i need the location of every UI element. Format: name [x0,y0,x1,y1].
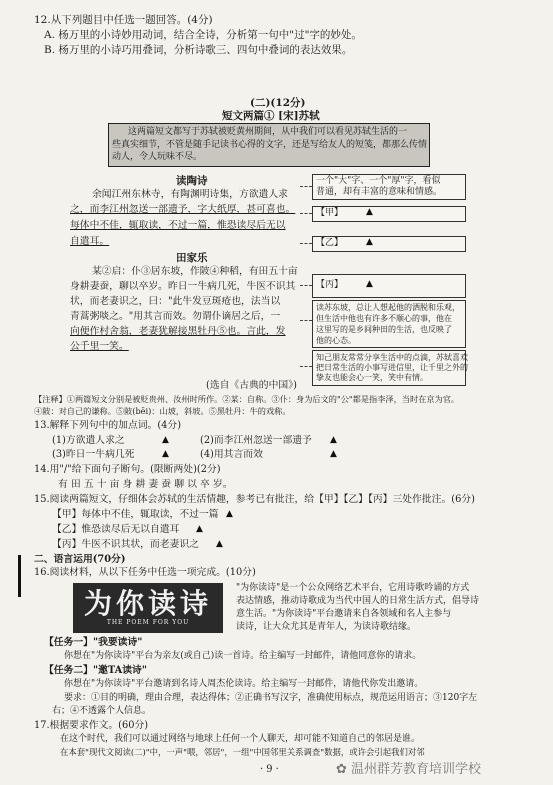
q15-title: 15.阅读两篇短文，仔细体会苏轼的生活情趣，参考已有批注，给【甲】【乙】【丙】三处作批注。(6分) [34,494,475,505]
connector-line [300,243,312,244]
annotation-text: 挚友也能会心一笑，笑中有情。 [316,373,428,382]
q16-material-line: 读诗，让大众尤其是青年人，为读诗歌结缘。 [236,622,417,632]
margin-bar [18,555,21,597]
connector-line [300,213,312,214]
intro-line: 动人，令人玩味不尽。 [112,152,203,162]
intro-line: 这两篇短文都写于苏轼被贬黄州期间，从中我们可以看见苏轼生活的一 [128,127,408,137]
q17-prompt-line: 在这个时代，我们可以通过网络与地球上任何一个人聊天，却可能不知道自己的邻居是谁。 [60,734,421,744]
watermark-text: 温州群芳教育培训学校 [351,762,482,777]
q13-item: (2)而李江州忽送一部遗予 [200,435,312,446]
annotation-text: 读苏东坡，总让人想起他的洒脱和乐观， [316,303,460,312]
annotation-text: 他的心态。 [316,336,356,345]
banner-title: 为你读诗 [83,587,212,620]
page-number: · 9 · [260,764,279,775]
q12-option-a: A. 杨万里的小诗妙用动词，结合全诗，分析第一句中"过"字的妙处。 [44,29,362,41]
annotation-text: 把日常生活的小事写进信里，让千里之外的 [316,363,468,372]
task2-requirements: 要求：①目的明确，理由合理，表达得体；②正确书写汉字，准确使用标点，规范运用语言；③120字左 [64,693,478,703]
essay1-line: 之，而李江州忽送一部遗予，字大纸厚，甚可喜也。 [70,204,296,215]
annotation-text: 一个"大"字、一个"厚"字，看似 [316,176,441,186]
essay2-line: 向便作村舍翁，老妻犹解接黑牡丹⑤也。言此，发 [70,326,286,337]
q16-material-line: "为你读诗"是一个公众网络艺术平台，它用诗歌吟诵的方式 [236,583,470,593]
q13-title: 13.解释下列句中的加点词。(4分) [34,420,182,431]
task2-body: 你想在"为你读诗"平台邀请到名诗人周杰伦读诗。给主编写一封邮件，请他代你发出邀请。 [64,679,424,689]
annotation-text: 但生活中他也有许多不顺心的事，他在 [316,314,452,323]
essay1-title: 读陶诗 [176,175,208,187]
poem-banner-logo [73,583,223,633]
annotation-text: 普通，却有丰富的意味和情感。 [316,187,443,197]
annotation-label-jia: 【甲】 [316,208,344,218]
essay2-line: 青蒿粥啖之。"用其言而效。勿谓仆谪居之后，一 [70,311,281,322]
wechat-icon: ✿ [336,762,347,777]
essay2-line: 某②启：仆③居东坡，作陂④种稻，有田五十亩 [92,266,298,277]
answer-marker-icon: ▲ [196,524,203,534]
source-citation: (选自《古典的中国》) [206,380,297,391]
connector-line [300,285,312,286]
watermark-logo [336,758,481,777]
annotation-label-yi: 【乙】 [316,238,344,248]
task2-requirements: 右；④不透露个人信息。 [52,706,152,716]
answer-marker-icon: ▲ [366,207,373,217]
essay2-line: 身耕妻蚕，聊以卒岁。昨日一牛病几死，牛医不识其 [70,281,296,292]
q13-item: (4)用其言而效 [200,449,263,460]
q12-option-b: B. 杨万里的小诗巧用叠词，分析诗歌三、四句中叠词的表达效果。 [44,44,353,56]
annotation-text: 这里写的是乡间种田的生活，也反映了 [316,325,452,334]
task1-body: 你想在"为你读诗"平台为亲友(或自己)读一首诗。给主编写一封邮件，请他同意你的请求。 [64,651,422,661]
notes-line: 【注释】①两篇短文分别是被贬贵州、汝州时所作。②某：自称。③仆：身为后文的"公"都是指李泽，当时在京为官。 [34,394,460,404]
q15-item: 【乙】惟恐读尽后无以自遣耳 [52,524,180,535]
q15-item: 【甲】每体中不佳，辄取读，不过一篇 [52,509,219,520]
q17-prompt-line: 在本套"现代文阅读(二)"中，一声"喂，邻居"，一组"中国邻里关系调查"数据，或许会引起我们对邻 [60,747,425,757]
answer-marker-icon: ▲ [216,539,223,549]
q16-title: 16.阅读材料，从以下任务中任选一项完成。(10分) [34,567,256,578]
banner-subtitle: THE POEM FOR YOU [106,619,190,626]
section3-title: 二、语言运用(70分) [34,554,126,565]
q16-material-line: 意生活。"为你读诗"平台邀请来自各领域和名人主参与 [236,609,452,619]
task2-title: 【任务二】"邀TA读诗" [44,665,147,676]
section2-header: (二)(12分) [250,97,306,109]
task1-title: 【任务一】"我要读诗" [44,637,143,648]
answer-marker-icon: ▲ [226,509,233,519]
essay2-line: 状，而老妻识之，曰："此牛发豆斑疮也，法当以 [70,296,281,307]
essay1-line: 每体中不佳，辄取读，不过一篇，惟恐读尽后无以 [70,220,286,231]
answer-marker-icon: ▲ [330,435,337,445]
answer-marker-icon: ▲ [162,449,169,459]
essay1-line: 余闻江州东林寺，有陶渊明诗集，方欲遣人求 [92,189,288,200]
intro-line: 些真实细节，不管是随手记读书心得的文字，还是写给友人的短笺，都那么传情 [112,140,428,150]
annotation-text: 知己朋友常常分享生活中的点滴，苏轼喜欢 [316,353,468,362]
q13-item: (3)昨日一牛病几死 [52,449,135,460]
q14-sentence: 有 田 五 十 亩 身 耕 妻 蚕 聊 以 卒 岁。 [58,479,233,490]
connector-line [300,186,312,187]
annotation-label-bing: 【丙】 [316,280,344,290]
essay2-title: 田家乐 [176,252,208,264]
q17-title: 17.根据要求作文。(60分) [34,720,149,731]
q14-title: 14.用"/"给下面句子断句。(限断两处)(2分) [34,464,221,475]
answer-marker-icon: ▲ [330,449,337,459]
essay2-line: 公千里一笑。 [70,341,129,352]
answer-marker-icon: ▲ [162,435,169,445]
connector-line [300,320,312,321]
answer-marker-icon: ▲ [366,237,373,247]
connector-line [300,366,312,367]
q12-title: 12.从下列题目中任选一题回答。(4分) [34,14,213,26]
q16-material-line: 表达情感，推动诗歌成为当代中国人的日常生活方式，倡导诗 [236,596,480,606]
section2-title: 短文两篇① [宋]苏轼 [222,110,320,122]
q13-item: (1)方欲遣人求之 [52,435,125,446]
notes-line: ④陂：对自己的谦称。⑤陂(bēi)：山坡，斜坡。⑤黑牡丹：牛的戏称。 [34,406,291,416]
answer-marker-icon: ▲ [366,279,373,289]
essay1-line: 自遣耳。 [70,236,110,247]
q15-item: 【丙】牛医不识其状，而老妻识之 [52,539,199,550]
